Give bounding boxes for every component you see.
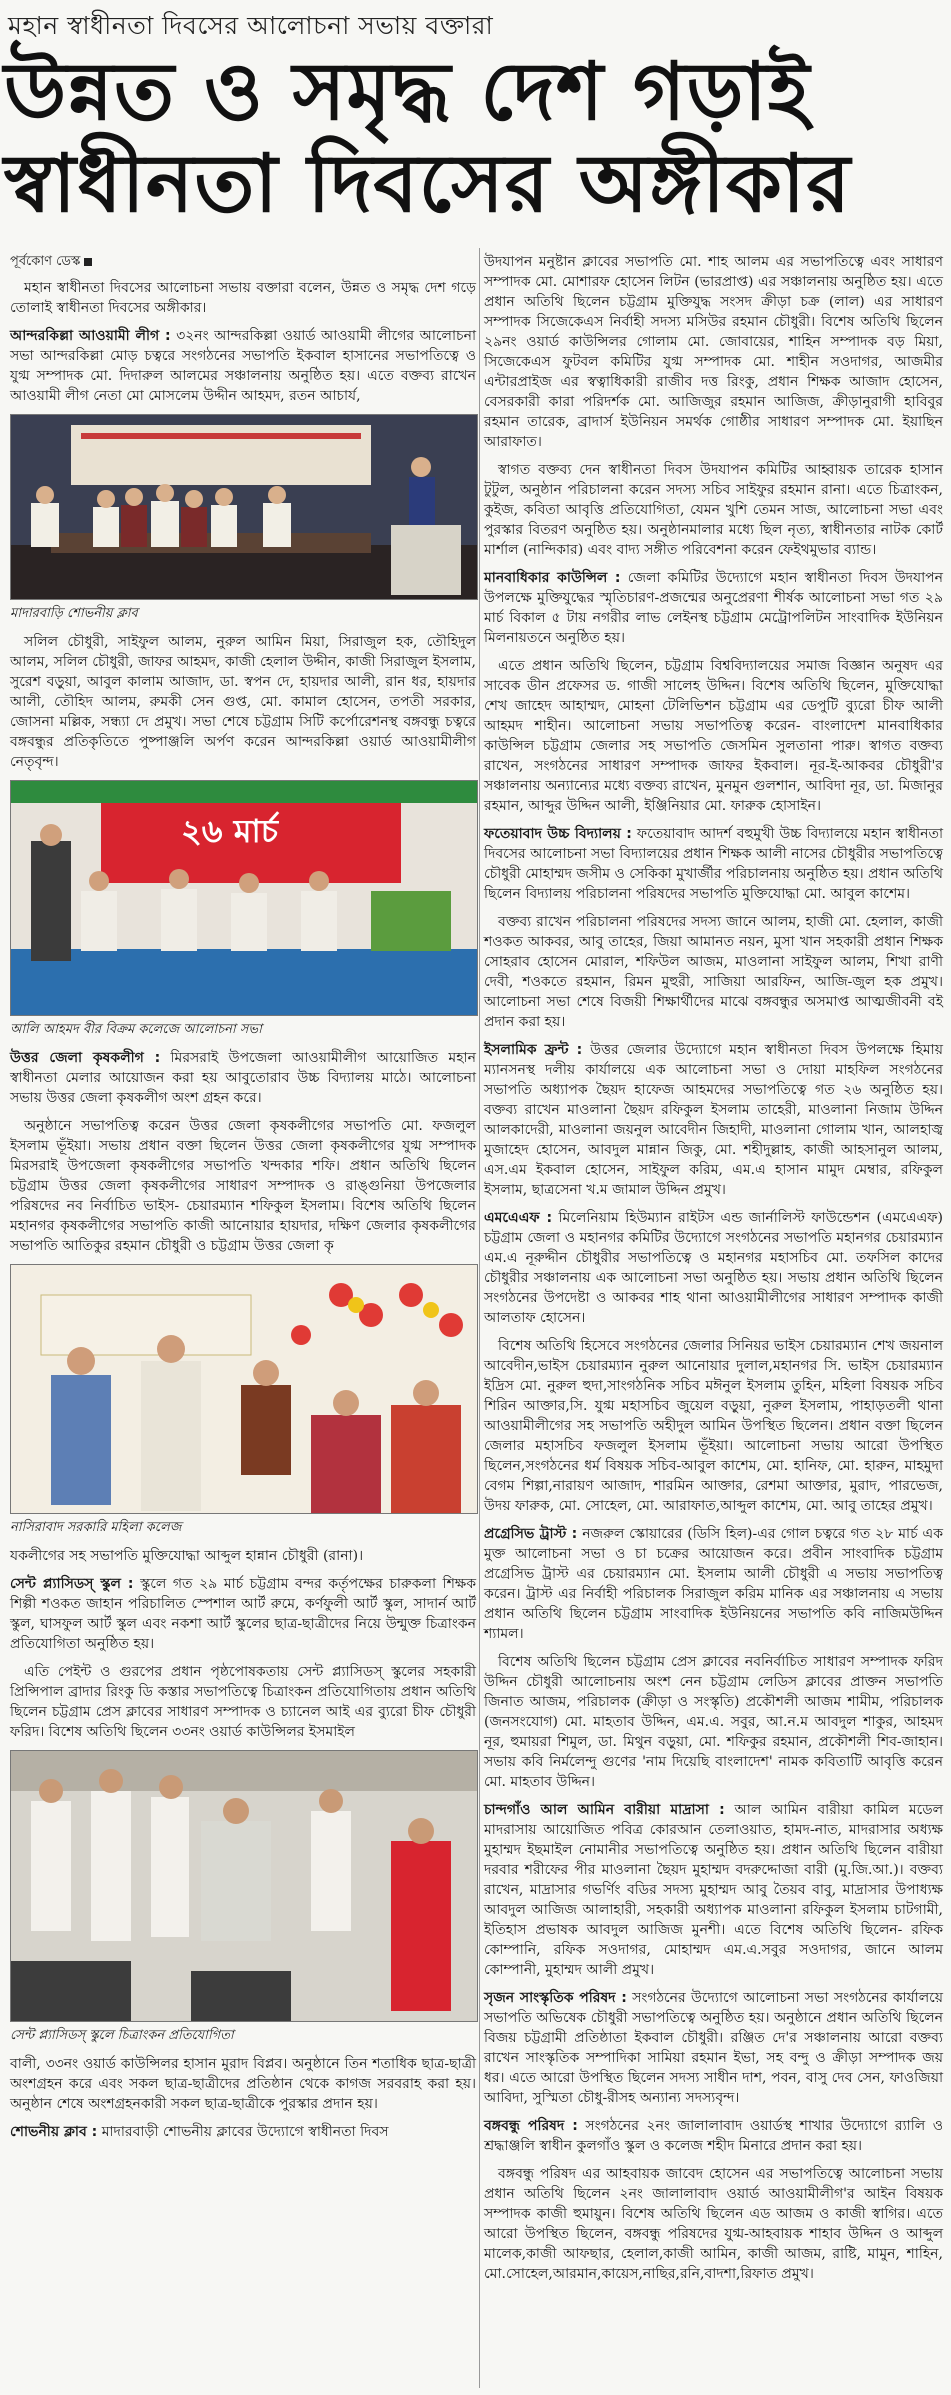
paragraph: মানবাধিকার কাউন্সিল : জেলা কমিটির উদ্যোগে মহান স্বাধীনতা দিবস উদযাপন উপলক্ষে মুক্তিযুদ্ধের স্মৃতিচারণ-প্রজন্মের অনুপ্রেরণা শীর্ষক আলোচনা সভা গত ২৯ মার্চ বিকাল ৫ টায় নগরীর লাভ লেইনস্থ চট্টগ্রাম মেট্রোপলিটন সাংবাদিক ইউনিয়ন মিলনায়তনে অনুষ্ঠিত হয়। xyxy=(484,570,944,646)
headline-line-2: স্বাধীনতা দিবসের অঙ্গীকার xyxy=(4,137,852,230)
paragraph: বক্তব্য রাখেন পরিচালনা পরিষদের সদস্য জানে আলম, হাজী মো. হেলাল, কাজী শওকত আকবর, আবু তাহের, জিয়া আমানত নয়ন, মুসা খান সহকারী প্রধান শিক্ষক সোহরাব হোসেন মোরাল, শফিউল আজম, মাওলানা সাইফুল আলম, শিখা রাণী দেবী, শওকতে রহমান, রিমন মুহুরী, সাজিয়া আরফিন, আজি-জুল হক প্রমুখ। আলোচনা সভা শেষে বিজয়ী শিক্ষার্থীদের মাঝে বঙ্গবন্ধুর অসমাপ্ত আত্মজীবনী বই প্রদান করা হয়। xyxy=(484,914,943,1030)
paragraph: এমএেএফ : মিলেনিয়াম হিউম্যান রাইটস এন্ড জার্নালিস্ট ফাউন্ডেশন (এমএেএফ) চট্টগ্রাম জেলা ও মহানগর কমিটির উদ্যোগে সংগঠনের সভাপতি মহানগর চেয়ারম্যান এম.এ নূরুদ্দীন চৌধুরীর সভাপতিত্বে ও মহানগর মহাসচিব মো. তফসিল কাদের চৌধুরীর সঞ্চালনায় এক আলোচনা সভা অনুষ্ঠিত হয়। সভায় প্রধান অতিথি ছিলেন সংগঠনের উপদেষ্টা ও আকবর শাহ থানা আওয়ামীলীগের সাধারণ সম্পাদক কাজী আলতাফ হোসেন। xyxy=(484,1210,943,1326)
paragraph: উদযাপন মনুষ্টান ক্লাবের সভাপতি মো. শাহ আলম এর সভাপতিত্বে এবং সাধারণ সম্পাদক মো. মোশারফ হোসেন লিটন (ভারপ্রাপ্ত) এর সঞ্চালনায় অনুষ্ঠিত হয়। এতে প্রধান অতিথি ছিলেন চট্টগ্রাম মুক্তিযুদ্ধ সংসদ ক্রীড়া চক্র (লাল) এর সাধারণ সম্পাদক সিজেকেএস নির্বাহী সদস্য মসিউর রহমান চৌধুরী। বিশেষ অতিথি ছিলেন ২৯নং ওয়ার্ড কাউন্সিলর গোলাম মো. জোবায়ের, শাহিন সম্পাদক বড় মিয়া, সিজেকেএস ফুটবল কমিটির যুগ্ম সম্পাদক মো. শাহীন সওদাগর, আজমীর এন্টারপ্রাইজ এর স্বত্বাধিকারী রাজীব দত্ত রিংকু, প্রধান শিক্ষক আজাদ হোসেন, বেসরকারী কারা পরিদর্শক মো. আজিজুর রহমান আজিজ, ক্রীড়ানুরাগী হাবিবুর রহমান তারেক, ব্রাদার্স ইউনিয়ন সমর্থক গোষ্ঠীর সাধারণ সম্পাদক মো. ইয়াছিন আরাফাত। xyxy=(484,254,943,450)
banner-date-label: ২৬ মার্চ xyxy=(181,812,279,850)
paragraph: আন্দরকিল্লা আওয়ামী লীগ : ৩২নং আন্দরকিল্লা ওয়ার্ড আওয়ামী লীগের আলোচনা সভা আন্দরকিল্লা মোড় চত্বরে সংগঠনের সভাপতি ইকবাল হাসানের সভাপতিত্বে ও যুগ্ম সম্পাদক মো. দিদারুল আলমের সঞ্চালনায় অনুষ্ঠিত হয়। এতে বক্তব্য রাখেন আওয়ামী লীগ নেতা মো মোসলেম উদ্দীন আহমদ, রতন আচার্য, xyxy=(10,328,476,404)
section-lead: ফতেয়াবাদ উচ্চ বিদ্যালয় : xyxy=(484,826,632,842)
photo-caption: নাসিরাবাদ সরকারি মহিলা কলেজ xyxy=(10,1520,182,1535)
headline-line-1: উন্নত ও সমৃদ্ধ দেশ গড়াই xyxy=(4,45,811,138)
dateline: পূর্বকোণ ডেস্ক xyxy=(10,252,476,272)
section-lead: ইসলামিক ফ্রন্ট : xyxy=(484,1042,583,1058)
section-lead: বঙ্গবন্ধু পরিষদ : xyxy=(484,2118,578,2134)
paragraph: বঙ্গবন্ধু পরিষদ : সংগঠনের ২নং জালালাবাদ ওয়ার্ডস্থ শাখার উদ্যোগে র‌্যালি ও শ্রদ্ধাঞ্জলি স্বাধীন কুলগাঁও স্কুল ও কলেজ শহীদ মিনারে প্রদান করা হয়। xyxy=(484,2118,944,2154)
paragraph: বিশেষ অতিথি ছিলেন চট্টগ্রাম প্রেস ক্লাবের নবনির্বাচিত সাধারণ সম্পাদক ফরিদ উদ্দিন চৌধুরী আলোচনায় অংশ নেন চট্টগ্রাম লেডিস ক্লাবের প্রাক্তন সভাপতি জিনাত আজম, পরিচালক (ক্রীড়া ও সংস্কৃতি) প্রকৌশলী আজম শামীম, পরিচালক (জনসংযোগ) মো. মাহতাব উদ্দিন, এম.এ. সবুর, আ.ন.ম আবদুল শাকুর, আহমদ নূর, হুমায়রা শিমুল, ডা. মিথুন বড়ুয়া, মো. শফিকুর রহমান, প্রকৌশলী শিব-জাহান। সভায় কবি নির্মলেন্দু গুণের 'নাম দিয়েছি বাংলাদেশ' নামক কবিতাটি আবৃত্তি করেন মো. মাহতাব উদ্দিন। xyxy=(484,1654,943,1790)
paragraph: সলিল চৌধুরী, সাইফুল আলম, নুরুল আমিন মিয়া, সিরাজুল হক, তৌহিদুল আলম, সলিল চৌধুরী, জাফর আহমদ, কাজী হেলাল উদ্দীন, কাজী সিরাজুল ইসলাম, সুরেশ বড়ুয়া, আবুল কালাম আজাদ, ডা. স্বপন দে, হায়দার আলী, রান ধর, হায়দার আলী, তৌহিদ আলম, রুমকী সেন গুপ্ত, মো. কামাল হোসেন, তপতী সরকার, জোসনা মল্লিক, সন্ধ্যা দে প্রমুখ। সভা শেষে চট্টগ্রাম সিটি কর্পোরেশনস্থ বঙ্গবন্ধু চত্বরে বঙ্গবন্ধুর প্রতিকৃতিতে পুষ্পাঞ্জলি অর্পণ করেন আন্দরকিল্লা ওয়ার্ড আওয়ামীলীগ নেতৃবৃন্দ। xyxy=(10,634,476,770)
left-column xyxy=(10,252,476,2150)
paragraph: বঙ্গবন্ধু পরিষদ এর আহবায়ক জাবেদ হোসেন এর সভাপতিত্বে আলোচনা সভায় প্রধান অতিথি ছিলেন ২নং জালালাবাদ ওয়ার্ড আওয়ামীলীগ'র আইন বিষয়ক সম্পাদক কাজী হুমায়ুন। বিশেষ অতিথি ছিলেন এড আজম ও কাজী স্বাগির। এতে আরো উপস্থিত ছিলেন, বঙ্গবন্ধু পরিষদের যুগ্ম-আহবায়ক শাহাব উদ্দিন ও আব্দুল মালেক,কাজী আফছার, হেলাল,কাজী আমিন, কাজী আজম, রাষ্টি, মামুন, শাহিন, মো.সোহেল,আরমান,কায়েস,নাছির,রনি,বাদশা,রিফাত প্রমুখ। xyxy=(484,2166,943,2282)
photo-art-competition xyxy=(10,1750,478,2022)
right-column xyxy=(484,252,943,2292)
paragraph: চান্দগাঁও আল আমিন বারীয়া মাদ্রাসা : আল আমিন বারীয়া কামিল মডেল মাদরাসায় আয়োজিত পবিত্র কোরআন তেলাওয়াত, হামদ-নাত, মাদরাসার অধ্যক্ষ মুহাম্মদ ইছমাইল নোমানীর সভাপতিত্বে অনুষ্ঠিত হয়। প্রধান অতিথি ছিলেন বারীয়া দরবার শরীফের পীর মাওলানা ছৈয়দ মুহাম্মদ বদরুদ্দোজা বারী (মু.জি.আ.)। বক্তব্য রাখেন, মাদ্রাসার গভর্ণিং বডির সদস্য মুহাম্মদ আবু তৈয়ব বাবু, মাদ্রাসার উপাধ্যক্ষ আবদুল আজিজ আলাহারী, সহকারী অধ্যাপক মাওলানা রফিকুল ইসলাম চাটগামী, ইতিহাস প্রভাষক আবদুল আজিজ মুনশী। এতে বিশেষ অতিথি ছিলেন- রফিক কোম্পানি, রফিক সওদাগর, মোহাম্মদ এম.এ.সবুর সওদাগর, জানে আলম কোম্পানী, মুহাম্মদ আলী প্রমুখ। xyxy=(484,1802,944,1978)
section-lead: এমএেএফ : xyxy=(484,1210,553,1226)
paragraph: ইসলামিক ফ্রন্ট : উত্তর জেলার উদ্যোগে মহান স্বাধীনতা দিবস উপলক্ষে হিমায় ম্যানসনস্থ দলীয় কার্যালয়ে এক আলোচনা সভা ও দোয়া মাহফিল সংগঠনের সভাপতি অধ্যাপক ছৈয়দ হাফেজ আহমদের সভাপতিত্বে গত ২৬ অনুষ্ঠিত হয়। বক্তব্য রাখেন মাওলানা ছৈয়দ রফিকুল ইসলাম তাহেরী, মাওলানা নিজাম উদ্দিন আলকাদেরী, মাওলানা জয়নুল আবেদীন জিহাদী, মাওলানা গোলাম খান, আলহাজ্ব মুজাহেদ হোসেন, আবদুল মান্নান জিকু, মো. শহীদুল্লাহ, কাজী আহসানুল আলম, এস.এম ইকবাল হোসেন, সাইফুল করিম, এম.এ হাসান মামুদ মেম্বার, রফিকুল ইসলাম, ছাত্রসেনা খ.ম জামাল উদ্দিন প্রমুখ। xyxy=(484,1042,943,1198)
dateline-square-icon xyxy=(84,258,92,266)
column-divider xyxy=(479,248,480,2388)
paragraph: এতে প্রধান অতিথি ছিলেন, চট্টগ্রাম বিশ্ববিদ্যালয়ের সমাজ বিজ্ঞান অনুষদ এর সাবেক ডীন প্রফেসর ড. গাজী সালেহ উদ্দিন। বিশেষ অতিথি ছিলেন, মুক্তিযোদ্ধা শেখ জাহেদ আহাম্মদ, মোহনা টেলিভিশন চট্টগ্রাম এর ডেপুটি ব্যুরো চীফ আলী আহমদ শাহীন। আলোচনা সভায় সভাপতিত্ব করেন- বাংলাদেশ মানবাধিকার কাউন্সিল চট্টগ্রাম জেলার সহ সভাপতি জেসমিন সুলতানা পারু। স্বাগত বক্তব্য রাখেন, সংগঠনের সাধারণ সম্পাদক জাফর ইকবাল। নূর-ই-আকবর চৌধুরী'র সঞ্চালনায় অন্যান্যের মধ্যে বক্তব্য রাখেন, মুনমুন গুলশান, আবিদা নূর, ডা. মিজানুর রহমান, আব্দুর উদ্দিন আলী, ইঞ্জিনিয়ার মো. ফারুক হোসাইন। xyxy=(484,658,943,814)
photo-womens-college xyxy=(10,1264,478,1514)
section-lead: সৃজন সাংস্কৃতিক পরিষদ : xyxy=(484,1990,627,2006)
section-lead: সেন্ট প্ল্যাসিডস্ স্কুল : xyxy=(10,1576,134,1592)
section-lead: শোভনীয় ক্লাব : xyxy=(10,2124,98,2140)
section-lead: চান্দগাঁও আল আমিন বারীয়া মাদ্রাসা : xyxy=(484,1802,725,1818)
section-lead: আন্দরকিল্লা আওয়ামী লীগ : xyxy=(10,328,171,344)
paragraph: শোভনীয় ক্লাব : মাদারবাড়ী শোভনীয় ক্লাবের উদ্যোগে স্বাধীনতা দিবস xyxy=(10,2124,389,2140)
paragraph: এতি পেইন্ট ও গুরপের প্রধান পৃষ্ঠপোষকতায় সেন্ট প্ল্যাসিডস্ স্কুলের সহকারী প্রিন্সিপাল ব্রাদার রিংকু ডি কস্তার সভাপতিত্বে চিত্রাংকন প্রতিযোগিতায় প্রধান অতিথি ছিলেন চট্টগ্রাম প্রেস ক্লাবের সাধারণ সম্পাদক ও চ্যানেল আই এর ব্যুরো চীফ চৌধুরী ফরিদ। বিশেষ অতিথি ছিলেন ৩৩নং ওয়ার্ড কাউন্সিলর ইসমাইল xyxy=(10,1664,476,1740)
paragraph: ফতেয়াবাদ উচ্চ বিদ্যালয় : ফতেয়াবাদ আদর্শ বহুমুখী উচ্চ বিদ্যালয়ে মহান স্বাধীনতা দিবসের আলোচনা সভা বিদ্যালয়ের প্রধান শিক্ষক আলী নাসের চৌধুরীর সভাপতিত্বে চৌধুরী মোহাম্মদ জসীম ও সেকিকা মুখার্জীর পরিচালনায় অনুষ্ঠিত হয়। প্রধান অতিথি ছিলেন বিদ্যালয় পরিচালনা পরিষদের সভাপতি মুক্তিযোদ্ধা মো. আবুল কাশেম। xyxy=(484,826,944,902)
paragraph: সেন্ট প্ল্যাসিডস্ স্কুল : স্কুলে গত ২৯ মার্চ চট্টগ্রাম বন্দর কর্তৃপক্ষের চারুকলা শিক্ষক শিল্পী শওকত জাহান পরিচালিত স্পেশাল আর্ট রুমে, কর্ণফুলী আর্ট স্কুল, সাদার্ন আর্ট স্কুল, ঘাসফুল আর্ট স্কুল এবং নকশা আর্ট স্কুলের ছাত্র-ছাত্রীদের নিয়ে উন্মুক্ত চিত্রাংকন প্রতিযোগিতা অনুষ্ঠিত হয়। xyxy=(10,1576,477,1652)
article-headline xyxy=(4,46,944,230)
paragraph: অনুষ্ঠানে সভাপতিত্ব করেন উত্তর জেলা কৃষকলীগের সভাপতি মো. ফজলুল ইসলাম ভূঁইয়া। সভায় প্রধান বক্তা ছিলেন উত্তর জেলা কৃষকলীগের যুগ্ম সম্পাদক মিরসরাই উপজেলা কৃষকলীগের সভাপতি খন্দকার শফি। প্রধান অতিথি ছিলেন চট্টগ্রাম উত্তর জেলা কৃষকলীগের সাধারণ সম্পাদক ও রাঙ্গুনিয়া উপজেলার পরিষদের নব নির্বাচিত ভাইস- চেয়ারম্যান শফিকুল ইসলাম। বিশেষ অতিথি ছিলেন মহানগর কৃষকলীগের সভাপতি কাজী আনোয়ার হায়দার, দক্ষিণ জেলার কৃষকলীগের সভাপতি আতিকুর রহমান চৌধুরী ও চট্টগ্রাম উত্তর জেলা কৃ xyxy=(10,1118,476,1254)
paragraph: উত্তর জেলা কৃষকলীগ : মিরসরাই উপজেলা আওয়ামীলীগ আয়োজিত মহান স্বাধীনতা মেলার আয়োজন করা হয় আবুতোরাব উচ্চ বিদ্যালয় মাঠে। আলোচনা সভায় উত্তর জেলা কৃষকলীগ অংশ গ্রহন করে। xyxy=(10,1050,476,1106)
photo-caption: মাদারবাড়ি শোভনীয় ক্লাব xyxy=(10,606,138,621)
photo-college-discussion xyxy=(10,780,478,1016)
section-lead: প্রগ্রেসিভ ট্রাস্ট : xyxy=(484,1526,578,1542)
section-lead: মানবাধিকার কাউন্সিল : xyxy=(484,570,621,586)
photo-caption: সেন্ট প্ল্যাসিডস্ স্কুলে চিত্রাংকন প্রতিযোগিতা xyxy=(10,2028,234,2043)
photo-caption: আলি আহমদ বীর বিক্রম কলেজে আলোচনা সভা xyxy=(10,1022,262,1037)
section-lead: উত্তর জেলা কৃষকলীগ : xyxy=(10,1050,161,1066)
paragraph: প্রগ্রেসিভ ট্রাস্ট : নজরুল স্কোয়ারের (ডিসি হিল)-এর গোল চত্বরে গত ২৮ মার্চ এক মুক্ত আলোচনা সভা ও চা চক্রের আয়োজন করে। প্রবীন সাংবাদিক চট্টগ্রাম প্রগ্রেসিভ ট্রাস্ট এর চেয়ারম্যান মো. ইসলাম আলী চৌধুরী এ সভায় সভাপতিত্ব করেন। ট্রাস্ট এর নির্বাহী পরিচালক সিরাজুল করিম মানিক এর সঞ্চালনায় এ সভায় প্রধান অতিথি ছিলেন চট্টগ্রাম সাংবাদিক ইউনিয়নের সভাপতি কবি নাজিমউদ্দিন শ্যামল। xyxy=(484,1526,944,1642)
photo-stage-discussion xyxy=(10,414,478,600)
paragraph: বালী, ৩৩নং ওয়ার্ড কাউন্সিলর হাসান মুরাদ বিপ্লব। অনুষ্ঠানে তিন শতাধিক ছাত্র-ছাত্রী অংশগ্রহন করে এবং সকল ছাত্র-ছাত্রীদের প্রতিষ্ঠান থেকে কাগজ সরবরাহ করা হয়। অনুষ্ঠান শেষে অংশগ্রহনকারী সকল ছাত্র-ছাত্রীকে পুরস্কার প্রদান হয়। xyxy=(10,2056,476,2112)
paragraph: যকলীগের সহ সভাপতি মুক্তিযোদ্ধা আব্দুল হান্নান চৌধুরী (রানা)। xyxy=(10,1548,364,1564)
paragraph: বিশেষ অতিথি হিসেবে সংগঠনের জেলার সিনিয়র ভাইস চেয়ারম্যান শেখ জয়নাল আবেদীন,ভাইস চেয়ারম্যান নুরুল আনোয়ার দুলাল,মহানগর সি. ভাইস চেয়ারম্যান ইদ্রিস মো. নুরুল হুদা,সাংগঠনিক সচিব মঈনুল ইসলাম তুহিন, মহিলা বিষয়ক সচিব শিরিন আক্তার,সি. যুগ্ম মহাসচিব জুয়েল বড়ুয়া, নুরুল ইসলাম, পাহাড়তলী থানা আওয়ামীলীগের সহ সভাপতি অহীদুল আমিন উপস্থিত ছিলেন। প্রধান বক্তা ছিলেন জেলার মহাসচিব ফজলুল ইসলাম ভূঁইয়া। আলোচনা সভায় আরো উপস্থিত ছিলেন,সংগঠনের ধর্ম বিষয়ক সচিব-আবুল কাশেম, মো. হানিফ, মো. হারুন, মাহমুদা বেগম শিল্পা,নারায়ণ আজাদ, শারমিন আক্তার, রেশমা আক্তার, মুরাদ, পারভেজ, উদয় ফারুক, মো. সোহেল, মো. আরাফাত,আব্দুল কাশেম, মো. আবু তাহের প্রমুখ। xyxy=(484,1338,943,1514)
article-kicker: মহান স্বাধীনতা দিবসের আলোচনা সভায় বক্তারা xyxy=(8,11,494,40)
paragraph: স্বাগত বক্তব্য দেন স্বাধীনতা দিবস উদযাপন কমিটির আহ্বায়ক তারেক হাসান টুটুল, অনুষ্ঠান পরিচালনা করেন সদস্য সচিব সাইফুর রহমান রানা। এতে চিত্রাংকন, কুইজ, কবিতা আবৃত্তি প্রতিযোগিতা, যেমন খুশি তেমন সাজ, আলোচনা সভা এবং পুরস্কার বিতরণ অনুষ্ঠিত হয়। অনুষ্ঠানমালার মধ্যে ছিল নৃত্য, স্বাধীনতার নাটক কোর্ট মার্শাল (নান্দিকার) এবং বাদ্য সঙ্গীত পরিবেশনা করেন ফেইথমুভার ব্যান্ড। xyxy=(484,462,943,558)
paragraph: সৃজন সাংস্কৃতিক পরিষদ : সংগঠনের উদ্যোগে আলোচনা সভা সংগঠনের কার্যালয়ে সভাপতি অভিষেক চৌধুরী সভাপতিত্বে অনুষ্ঠিত হয়। অনুষ্ঠানে প্রধান অতিথি ছিলেন বিজয় চট্টগ্রামী প্রতিষ্ঠাতা ইকবাল চৌধুরী। রঞ্জিত দে'র সঞ্চালনায় আরো বক্তব্য রাখেন সাংস্কৃতিক সম্পাদিকা সামিয়া রহমান ইভা, সহ বন্দু ও ক্রীড়া সম্পাদক জয় ধর। এতে আরো উপস্থিত ছিলেন সদস্য সাধীন দাশ, পবন, বাসু দেব সেন, ফাওজিয়া আবিদা, সুস্মিতা চৌধু-রীসহ অন্যান্য সদস্যবৃন্দ। xyxy=(484,1990,943,2106)
intro-paragraph: মহান স্বাধীনতা দিবসের আলোচনা সভায় বক্তারা বলেন, উন্নত ও সমৃদ্ধ দেশ গড়ে তোলাই স্বাধীনতা দিবসের অঙ্গীকার। xyxy=(10,280,476,316)
